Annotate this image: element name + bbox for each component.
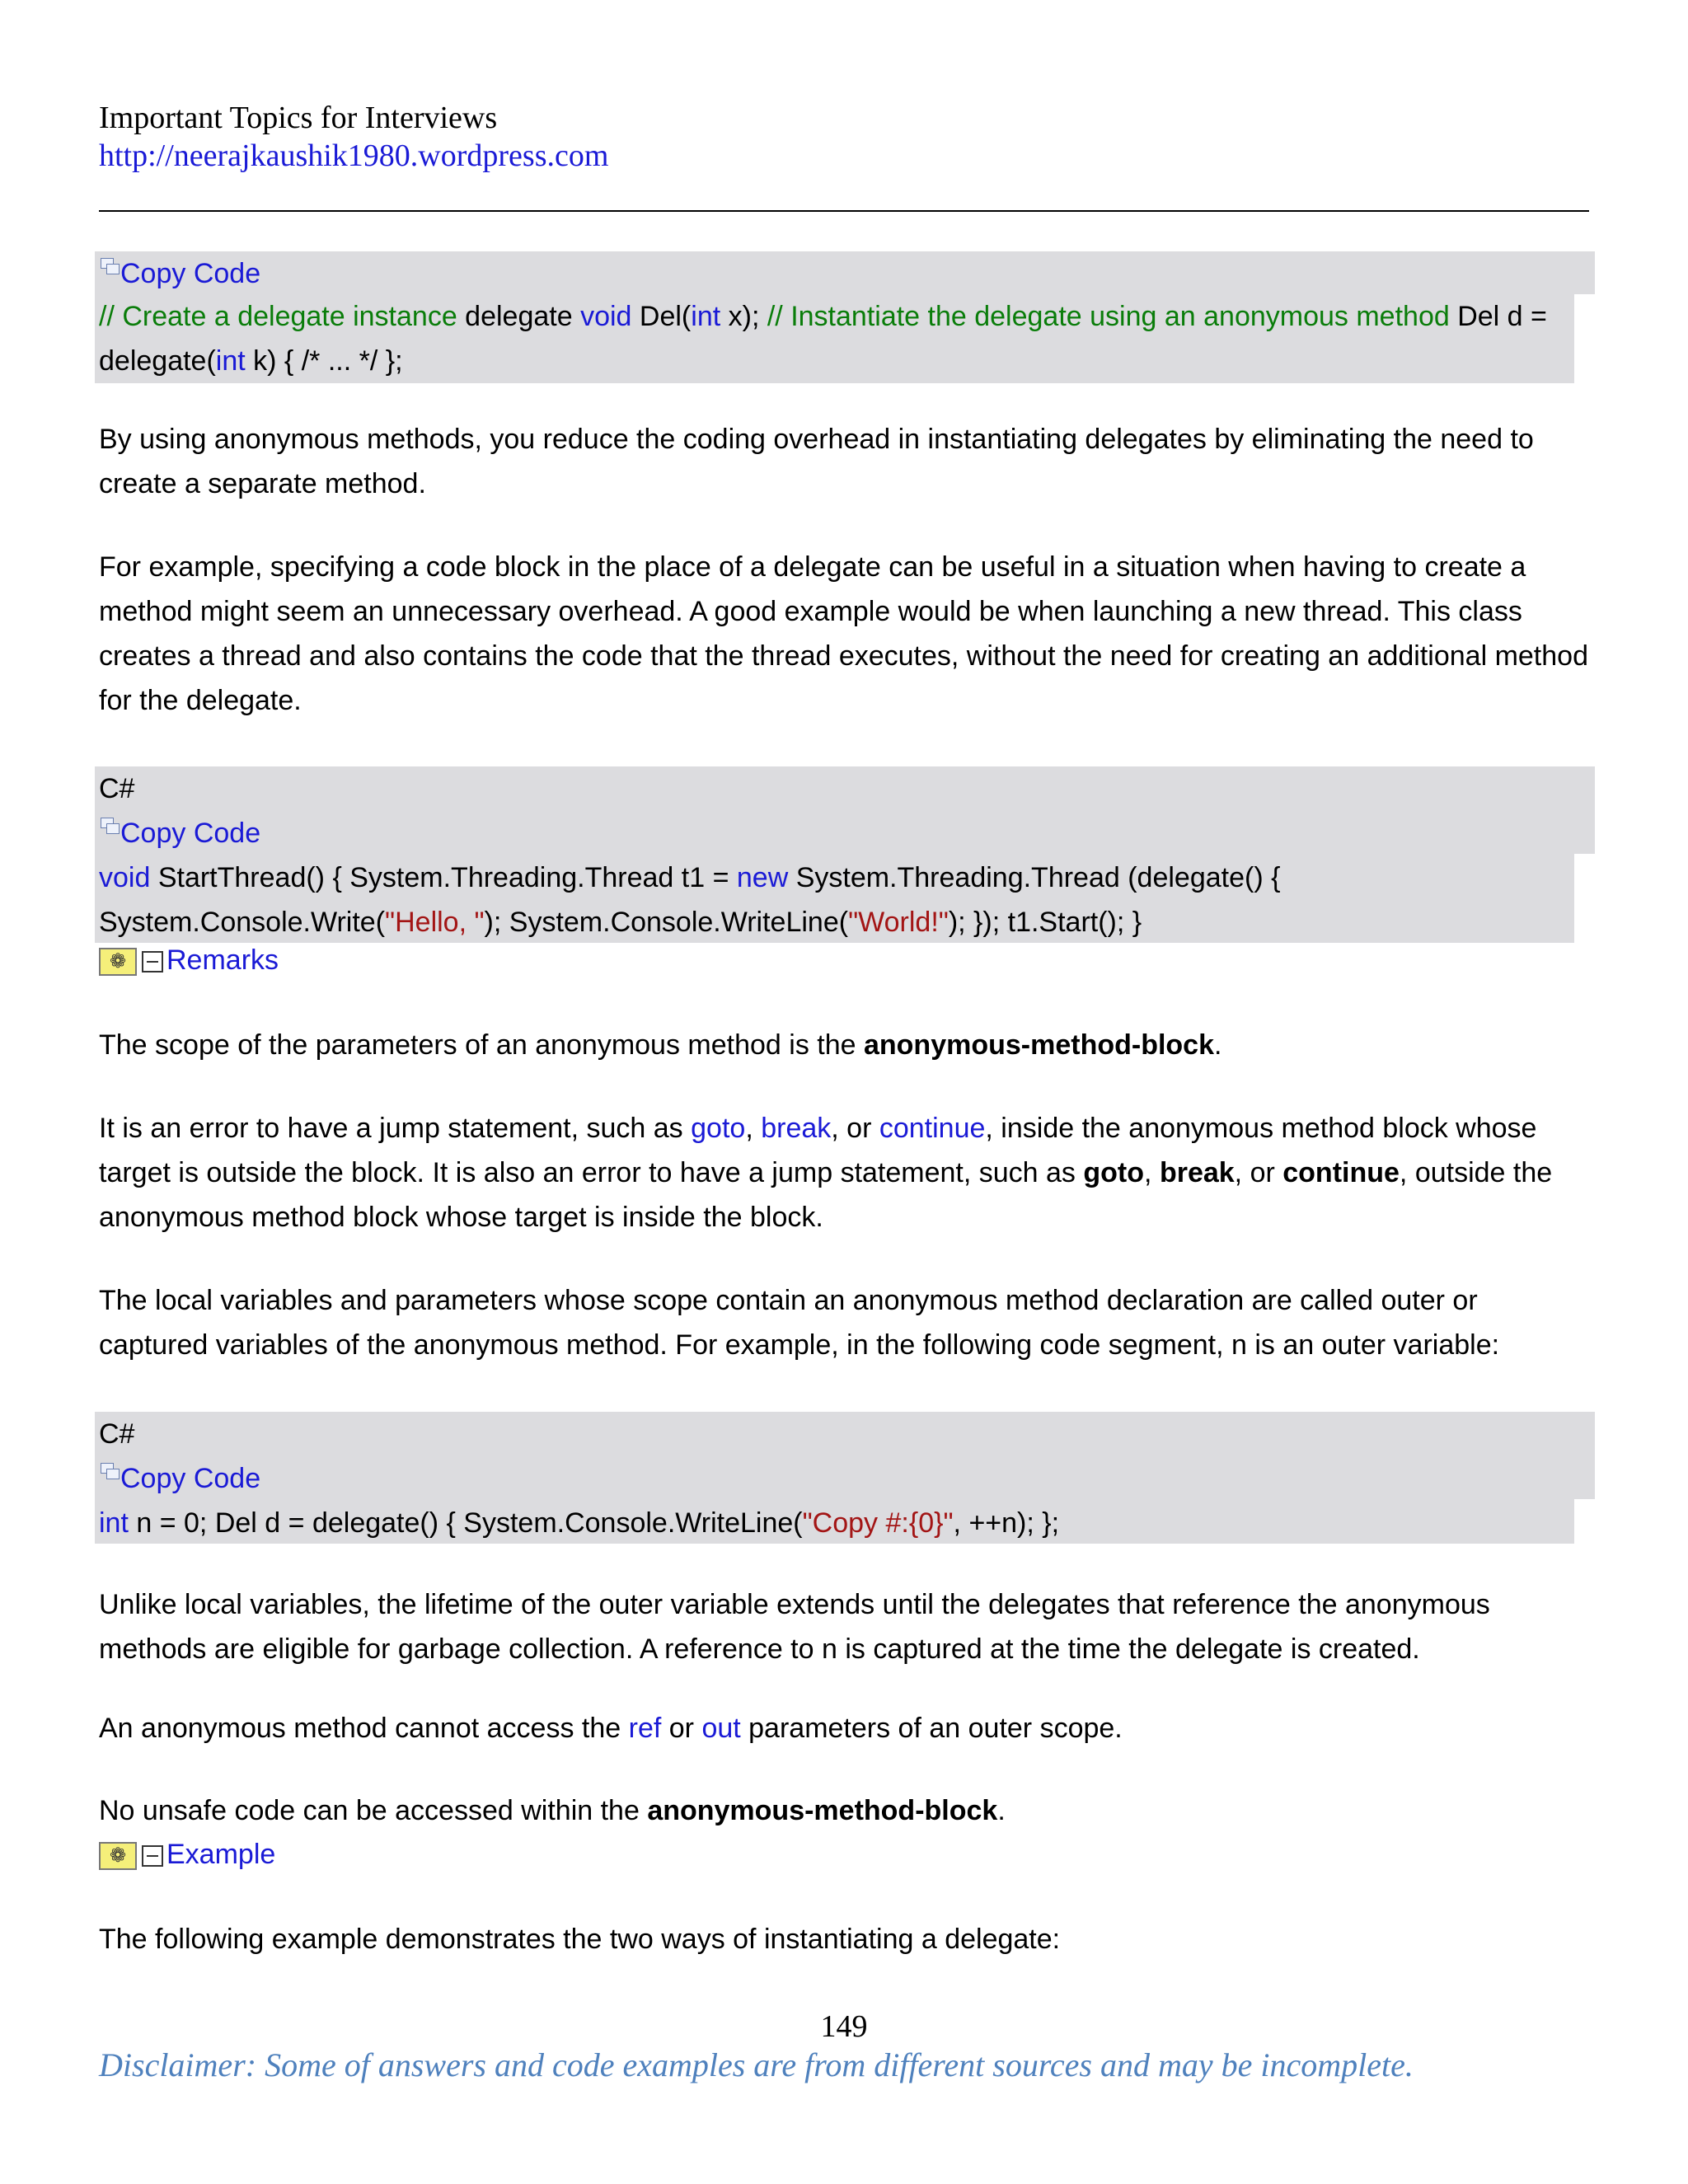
code-language-label: C#: [99, 773, 135, 804]
remarks-section-toggle[interactable]: ❁ Remarks: [99, 938, 279, 982]
copy-code-link[interactable]: Copy Code: [99, 1456, 260, 1501]
paragraph: Unlike local variables, the lifetime of the outer variable extends until the delegates that reference the anonymous methods are eligible for garbage collection. A reference to n is captured at the time the delegate is created.: [99, 1589, 1490, 1665]
paragraph: An anonymous method cannot access the ref or out parameters of an outer scope.: [99, 1713, 1123, 1744]
break-link[interactable]: break: [761, 1113, 832, 1144]
header-title: Important Topics for Interviews: [99, 101, 498, 135]
copy-icon: [99, 816, 120, 834]
header-url-link[interactable]: http://neerajkaushik1980.wordpress.com: [99, 138, 609, 173]
page-number: 149: [820, 2009, 868, 2044]
collapse-icon[interactable]: [142, 951, 163, 972]
copy-icon: [99, 1461, 120, 1479]
copy-code-link[interactable]: Copy Code: [99, 251, 260, 296]
header-divider: [99, 210, 1589, 212]
page-header: [99, 99, 608, 175]
disclaimer: Disclaimer: Some of answers and code examples are from different sources and may be incomplete.: [99, 2046, 1414, 2083]
code-line: void StartThread() { System.Threading.Thread t1 = new System.Threading.Thread (delegate() {: [99, 862, 1281, 893]
paragraph: The local variables and parameters whose scope contain an anonymous method declaration are called outer or captured variables of the anonymous method. For example, in the following code segment, n is an outer variable:: [99, 1285, 1500, 1361]
paragraph: The scope of the parameters of an anonymous method is the anonymous-method-block.: [99, 1029, 1222, 1061]
continue-link[interactable]: continue: [879, 1113, 986, 1144]
paragraph: It is an error to have a jump statement, such as goto, break, or continue, inside the anonymous method block whose target is outside the block. It is also an error to have a jump statement, such as goto, break, or continue, outside the anonymous method block whose target is inside the block.: [99, 1113, 1553, 1233]
code-language-label: C#: [99, 1418, 135, 1450]
paragraph: No unsafe code can be accessed within the anonymous-method-block.: [99, 1795, 1006, 1826]
code-line: int n = 0; Del d = delegate() { System.Console.WriteLine("Copy #:{0}", ++n); };: [99, 1507, 1060, 1539]
copy-code-link[interactable]: Copy Code: [99, 811, 260, 855]
code-line: System.Console.Write("Hello, "); System.Console.WriteLine("World!"); }); t1.Start(); }: [99, 907, 1142, 938]
section-icon: ❁: [99, 1842, 137, 1870]
paragraph: For example, specifying a code block in the place of a delegate can be useful in a situation when having to create a method might seem an unnecessary overhead. A good example would be when launching a new thread. This class creates a thread and also contains the code that the thread executes, without the need for creating an additional method for the delegate.: [99, 551, 1588, 716]
out-link[interactable]: out: [701, 1713, 741, 1744]
paragraph: By using anonymous methods, you reduce the coding overhead in instantiating delegates by eliminating the need to create a separate method.: [99, 424, 1534, 499]
code-line: // Create a delegate instance delegate void Del(int x); // Instantiate the delegate using an anonymous method Del d =: [99, 301, 1547, 332]
section-icon: ❁: [99, 948, 137, 976]
example-section-toggle[interactable]: ❁ Example: [99, 1832, 275, 1877]
ref-link[interactable]: ref: [628, 1713, 662, 1744]
code-line: delegate(int k) { /* ... */ };: [99, 345, 403, 377]
paragraph: The following example demonstrates the two ways of instantiating a delegate:: [99, 1924, 1061, 1955]
copy-icon: [99, 256, 120, 274]
collapse-icon[interactable]: [142, 1845, 163, 1867]
goto-link[interactable]: goto: [691, 1113, 746, 1144]
